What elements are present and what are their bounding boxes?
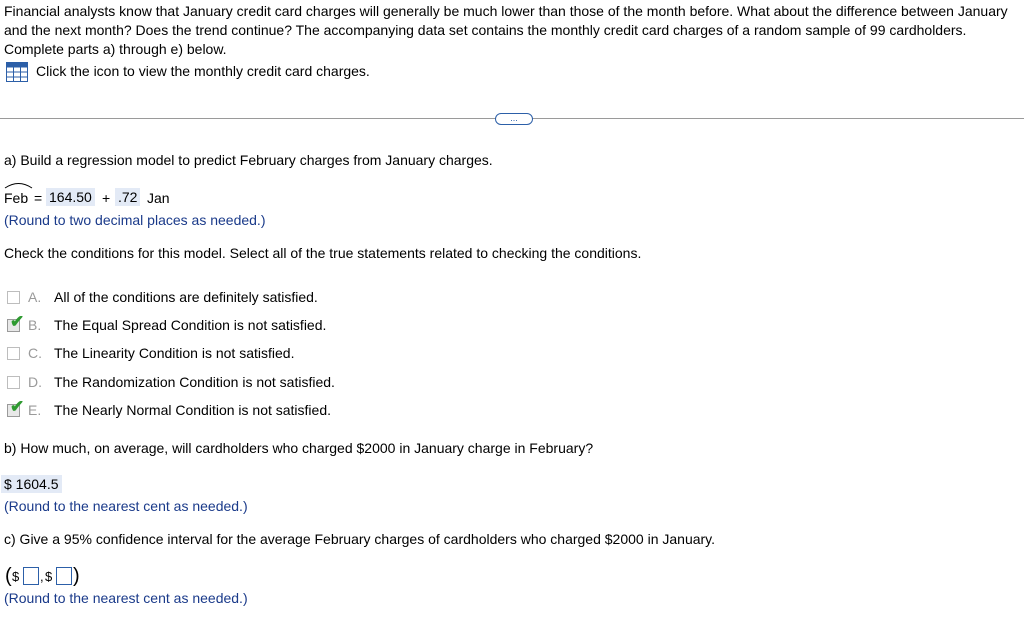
view-data-link[interactable]: Click the icon to view the monthly credit card charges.	[36, 63, 370, 79]
option-a-letter: A.	[28, 289, 42, 305]
checkmark-icon: ✔	[10, 397, 25, 416]
part-a-hint: (Round to two decimal places as needed.)	[4, 212, 266, 228]
option-e-letter: E.	[28, 402, 42, 418]
hat-icon	[4, 181, 33, 189]
part-c-prompt: c) Give a 95% confidence interval for the average February charges of cardholders who charged $2000 in January.	[4, 531, 716, 547]
equals-sign: =	[34, 190, 43, 206]
plus-sign: +	[102, 190, 111, 206]
ci-upper-input[interactable]	[56, 567, 72, 585]
option-a-checkbox[interactable]	[7, 291, 20, 304]
predictor-variable: Jan	[147, 190, 170, 206]
option-e-label: The Nearly Normal Condition is not satisfied.	[54, 402, 332, 418]
part-b-answer[interactable]: $ 1604.5	[1, 475, 62, 493]
part-c-hint: (Round to the nearest cent as needed.)	[4, 590, 248, 606]
response-variable: Feb	[4, 190, 29, 206]
checkmark-icon: ✔	[10, 312, 25, 331]
option-b-checkbox[interactable]	[7, 312, 25, 332]
slope-answer[interactable]: .72	[115, 188, 140, 206]
part-b-hint: (Round to the nearest cent as needed.)	[4, 498, 248, 514]
option-a-label: All of the conditions are definitely satisfied.	[54, 289, 318, 305]
dollar-sign-upper: $	[45, 569, 53, 584]
open-paren: (	[5, 565, 12, 587]
close-paren: )	[73, 565, 80, 587]
intercept-answer[interactable]: 164.50	[46, 188, 95, 206]
option-c-checkbox[interactable]	[7, 347, 20, 360]
option-e-checkbox[interactable]	[7, 397, 25, 417]
expand-more-button[interactable]: ...	[495, 113, 533, 125]
dollar-sign-lower: $	[12, 569, 20, 584]
option-c-label: The Linearity Condition is not satisfied.	[54, 345, 295, 361]
part-b-prompt: b) How much, on average, will cardholders who charged $2000 in January charge in February?	[4, 440, 594, 456]
conditions-prompt: Check the conditions for this model. Select all of the true statements related to checking the conditions.	[4, 245, 642, 261]
option-d-checkbox[interactable]	[7, 376, 20, 389]
option-c-letter: C.	[28, 345, 42, 361]
data-table-icon[interactable]	[6, 62, 28, 82]
ci-lower-input[interactable]	[23, 567, 39, 585]
option-d-letter: D.	[28, 374, 42, 390]
option-b-label: The Equal Spread Condition is not satisfied.	[54, 317, 327, 333]
comma-separator: ,	[40, 569, 44, 584]
option-d-label: The Randomization Condition is not satisfied.	[54, 374, 335, 390]
option-b-letter: B.	[28, 317, 42, 333]
part-a-prompt: a) Build a regression model to predict February charges from January charges.	[4, 152, 493, 168]
problem-statement: Financial analysts know that January credit card charges will generally be much lower than those of the month before. What about the difference between January and the next month? Does the trend continue? The accompanying data set contains the monthly credit card charges of a random sample of 99 cardholders. Complete parts a) through e) below.	[4, 3, 1008, 57]
